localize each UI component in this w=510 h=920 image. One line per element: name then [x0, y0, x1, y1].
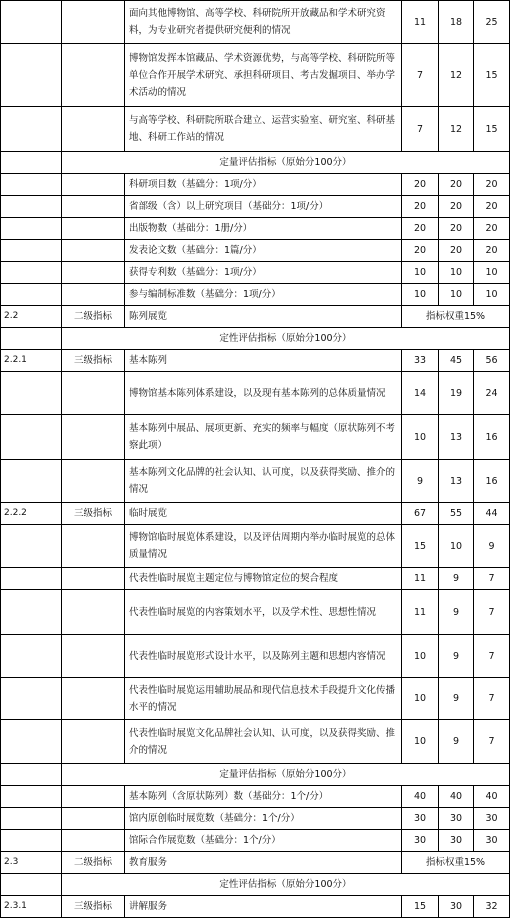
table-row: [1, 503, 510, 525]
indicator-code-cell: [1, 808, 62, 830]
indicator-description-cell: 代表性临时展览主题定位与博物馆定位的契合程度: [125, 568, 402, 590]
indicator-level-cell: [62, 568, 125, 590]
indicator-weight-cell: 指标权重15%: [402, 306, 510, 328]
indicator-description-cell: 基本陈列: [125, 350, 402, 372]
indicator-description-cell: 省部级（含）以上研究项目（基础分：1项/分）: [125, 196, 402, 218]
table-row: [1, 525, 510, 568]
indicator-level-cell: [62, 808, 125, 830]
section-header-cell: 定性评估指标（原始分100分）: [62, 328, 510, 350]
score-cell-1: 40: [402, 786, 439, 808]
score-cell-3: 20: [474, 196, 510, 218]
indicator-description-cell: 馆际合作展览数（基础分：1个/分）: [125, 830, 402, 852]
score-cell-1: 33: [402, 350, 439, 372]
score-cell-2: 19: [439, 372, 474, 415]
indicator-code-cell: 2.3: [1, 852, 62, 874]
table-row: [1, 635, 510, 678]
score-cell-3: 30: [474, 808, 510, 830]
row-code-cell: [1, 152, 62, 174]
section-header-cell: 定性评估指标（原始分100分）: [62, 874, 510, 896]
indicator-code-cell: [1, 568, 62, 590]
indicator-level-cell: 三级指标: [62, 503, 125, 525]
indicator-level-cell: [62, 196, 125, 218]
indicator-code-cell: [1, 284, 62, 306]
indicator-level-cell: [62, 372, 125, 415]
section-header-row: [1, 152, 510, 174]
score-cell-3: 30: [474, 830, 510, 852]
score-cell-2: 40: [439, 786, 474, 808]
indicator-level-cell: [62, 720, 125, 764]
score-cell-1: 20: [402, 218, 439, 240]
score-cell-1: 11: [402, 1, 439, 44]
indicator-description-cell: 基本陈列（含原状陈列）数（基础分：1个/分）: [125, 786, 402, 808]
score-cell-3: 7: [474, 590, 510, 635]
indicator-level-cell: [62, 284, 125, 306]
score-cell-1: 7: [402, 44, 439, 107]
indicator-description-cell: 馆内原创临时展览数（基础分：1个/分）: [125, 808, 402, 830]
table-row: [1, 107, 510, 152]
indicator-description-cell: 博物馆基本陈列体系建设，以及现有基本陈列的总体质量情况: [125, 372, 402, 415]
table-row: [1, 830, 510, 852]
indicator-code-cell: [1, 240, 62, 262]
table-row: [1, 568, 510, 590]
indicator-code-cell: [1, 786, 62, 808]
score-cell-3: 7: [474, 568, 510, 590]
score-cell-2: 9: [439, 635, 474, 678]
score-cell-3: 15: [474, 44, 510, 107]
table-row: [1, 808, 510, 830]
row-code-cell: [1, 328, 62, 350]
score-cell-1: 10: [402, 720, 439, 764]
indicator-level-cell: [62, 678, 125, 720]
score-cell-3: 56: [474, 350, 510, 372]
score-cell-2: 12: [439, 107, 474, 152]
score-cell-2: 13: [439, 415, 474, 460]
indicator-description-cell: 出版物数（基础分：1册/分）: [125, 218, 402, 240]
score-cell-3: 10: [474, 284, 510, 306]
section-header-row: [1, 328, 510, 350]
indicator-description-cell: 代表性临时展览的内容策划水平，以及学术性、思想性情况: [125, 590, 402, 635]
table-row: [1, 284, 510, 306]
score-cell-1: 10: [402, 678, 439, 720]
indicator-name-cell: 教育服务: [125, 852, 402, 874]
score-cell-3: 20: [474, 218, 510, 240]
indicator-code-cell: [1, 174, 62, 196]
score-cell-2: 9: [439, 720, 474, 764]
indicator-description-cell: 讲解服务: [125, 896, 402, 918]
score-cell-2: 30: [439, 808, 474, 830]
score-cell-2: 18: [439, 1, 474, 44]
table-row: [1, 460, 510, 503]
indicator-level-cell: [62, 525, 125, 568]
score-cell-2: 30: [439, 896, 474, 918]
indicator-description-cell: 发表论文数（基础分：1篇/分）: [125, 240, 402, 262]
score-cell-2: 13: [439, 460, 474, 503]
indicator-code-cell: [1, 218, 62, 240]
indicator-weight-cell: 指标权重15%: [402, 852, 510, 874]
table-row: [1, 590, 510, 635]
indicator-code-cell: [1, 460, 62, 503]
indicator-level-cell: [62, 460, 125, 503]
score-cell-3: 7: [474, 635, 510, 678]
score-cell-1: 10: [402, 415, 439, 460]
table-row: [1, 240, 510, 262]
score-cell-3: 20: [474, 174, 510, 196]
score-cell-1: 20: [402, 174, 439, 196]
indicator-description-cell: 临时展览: [125, 503, 402, 525]
indicator-level-cell: 二级指标: [62, 306, 125, 328]
section-header-cell: 定量评估指标（原始分100分）: [62, 152, 510, 174]
indicator-code-cell: [1, 525, 62, 568]
score-cell-2: 10: [439, 525, 474, 568]
score-cell-1: 9: [402, 460, 439, 503]
section-header-row: [1, 874, 510, 896]
score-cell-2: 9: [439, 590, 474, 635]
indicator-code-cell: [1, 372, 62, 415]
indicator-code-cell: 2.3.1: [1, 896, 62, 918]
indicator-code-cell: 2.2.2: [1, 503, 62, 525]
indicator-code-cell: [1, 720, 62, 764]
score-cell-3: 24: [474, 372, 510, 415]
indicator-level-cell: [62, 107, 125, 152]
indicator-description-cell: 参与编制标准数（基础分：1项/分）: [125, 284, 402, 306]
score-cell-2: 20: [439, 218, 474, 240]
indicator-name-cell: 陈列展览: [125, 306, 402, 328]
score-cell-1: 20: [402, 240, 439, 262]
indicator-level-cell: [62, 415, 125, 460]
score-cell-2: 10: [439, 262, 474, 284]
indicator-description-cell: 代表性临时展览形式设计水平，以及陈列主题和思想内容情况: [125, 635, 402, 678]
score-cell-3: 7: [474, 720, 510, 764]
indicator-level-cell: [62, 590, 125, 635]
indicator-code-cell: [1, 262, 62, 284]
indicator-description-cell: 基本陈列中展品、展项更新、充实的频率与幅度（原状陈列不考察此项）: [125, 415, 402, 460]
indicator-code-cell: [1, 107, 62, 152]
table-row: [1, 218, 510, 240]
score-cell-1: 14: [402, 372, 439, 415]
indicator-level-cell: [62, 44, 125, 107]
indicator-description-cell: 博物馆发挥本馆藏品、学术资源优势，与高等学校、科研院所等单位合作开展学术研究、承担科研项目、考古发掘项目、举办学术活动的情况: [125, 44, 402, 107]
row-code-cell: [1, 764, 62, 786]
score-cell-2: 12: [439, 44, 474, 107]
section-header-cell: 定量评估指标（原始分100分）: [62, 764, 510, 786]
indicator-description-cell: 基本陈列文化品牌的社会认知、认可度，以及获得奖励、推介的情况: [125, 460, 402, 503]
score-cell-2: 20: [439, 240, 474, 262]
indicator-description-cell: 代表性临时展览运用辅助展品和现代信息技术手段提升文化传播水平的情况: [125, 678, 402, 720]
table-row: [1, 196, 510, 218]
indicator-code-cell: [1, 678, 62, 720]
indicator-description-cell: 博物馆临时展览体系建设，以及评估周期内举办临时展览的总体质量情况: [125, 525, 402, 568]
score-cell-1: 15: [402, 525, 439, 568]
score-cell-1: 30: [402, 808, 439, 830]
score-cell-3: 20: [474, 240, 510, 262]
table-row: [1, 1, 510, 44]
score-cell-1: 11: [402, 590, 439, 635]
score-cell-1: 7: [402, 107, 439, 152]
indicator-description-cell: 与高等学校、科研院所联合建立、运营实验室、研究室、科研基地、科研工作站的情况: [125, 107, 402, 152]
indicator-description-cell: 面向其他博物馆、高等学校、科研院所开放藏品和学术研究资料，为专业研究者提供研究便利的情况: [125, 1, 402, 44]
score-cell-3: 16: [474, 415, 510, 460]
second-level-row: [1, 852, 510, 874]
indicator-code-cell: [1, 635, 62, 678]
table-row: [1, 372, 510, 415]
indicator-level-cell: [62, 262, 125, 284]
score-cell-3: 9: [474, 525, 510, 568]
table-row: [1, 174, 510, 196]
indicator-level-cell: [62, 635, 125, 678]
indicator-level-cell: 三级指标: [62, 350, 125, 372]
score-cell-1: 10: [402, 284, 439, 306]
table-row: [1, 678, 510, 720]
indicator-code-cell: 2.2: [1, 306, 62, 328]
score-cell-3: 7: [474, 678, 510, 720]
indicator-level-cell: [62, 218, 125, 240]
score-cell-1: 10: [402, 635, 439, 678]
score-cell-3: 32: [474, 896, 510, 918]
indicator-description-cell: 获得专利数（基础分：1项/分）: [125, 262, 402, 284]
row-code-cell: [1, 874, 62, 896]
table-row: [1, 415, 510, 460]
indicator-code-cell: 2.2.1: [1, 350, 62, 372]
score-cell-2: 30: [439, 830, 474, 852]
score-cell-3: 10: [474, 262, 510, 284]
table-row: [1, 262, 510, 284]
score-cell-2: 9: [439, 678, 474, 720]
score-cell-3: 16: [474, 460, 510, 503]
indicator-description-cell: 科研项目数（基础分：1项/分）: [125, 174, 402, 196]
table-row: [1, 44, 510, 107]
section-header-row: [1, 764, 510, 786]
score-cell-2: 20: [439, 174, 474, 196]
table-body: [1, 1, 510, 918]
score-cell-2: 45: [439, 350, 474, 372]
score-cell-3: 15: [474, 107, 510, 152]
table-row: [1, 350, 510, 372]
indicator-level-cell: [62, 1, 125, 44]
indicator-level-cell: [62, 240, 125, 262]
indicator-level-cell: 三级指标: [62, 896, 125, 918]
score-cell-3: 44: [474, 503, 510, 525]
indicator-code-cell: [1, 196, 62, 218]
score-cell-1: 10: [402, 262, 439, 284]
indicator-code-cell: [1, 590, 62, 635]
score-cell-2: 10: [439, 284, 474, 306]
table-row: [1, 896, 510, 918]
indicator-level-cell: [62, 174, 125, 196]
score-cell-2: 20: [439, 196, 474, 218]
indicator-description-cell: 代表性临时展览文化品牌社会认知、认可度，以及获得奖励、推介的情况: [125, 720, 402, 764]
indicator-code-cell: [1, 830, 62, 852]
score-cell-1: 20: [402, 196, 439, 218]
indicator-code-cell: [1, 415, 62, 460]
second-level-row: [1, 306, 510, 328]
score-cell-3: 40: [474, 786, 510, 808]
score-cell-2: 9: [439, 568, 474, 590]
score-cell-1: 11: [402, 568, 439, 590]
table-row: [1, 786, 510, 808]
score-cell-1: 30: [402, 830, 439, 852]
indicator-code-cell: [1, 44, 62, 107]
score-cell-1: 15: [402, 896, 439, 918]
indicator-level-cell: [62, 830, 125, 852]
table-row: [1, 720, 510, 764]
score-cell-3: 25: [474, 1, 510, 44]
score-cell-2: 55: [439, 503, 474, 525]
indicator-code-cell: [1, 1, 62, 44]
indicator-level-cell: 二级指标: [62, 852, 125, 874]
indicator-level-cell: [62, 786, 125, 808]
score-cell-1: 67: [402, 503, 439, 525]
